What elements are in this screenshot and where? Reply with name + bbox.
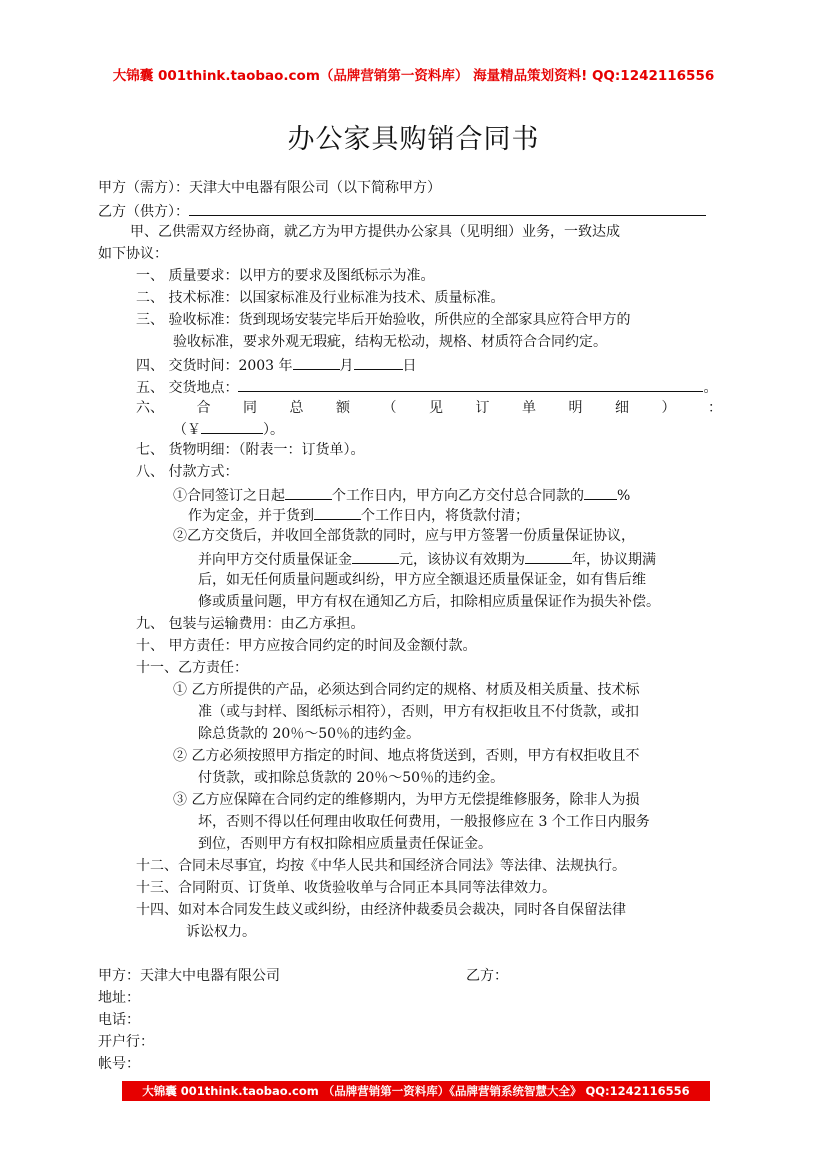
total-amount-blank[interactable] (201, 418, 263, 434)
footer-banner: 大锦囊 001think.taobao.com （品牌营销第一资料库）《品牌营销系统智慧大全》 QQ:1242116556 (122, 1081, 710, 1101)
clause-6-char: 额 (336, 400, 350, 416)
guarantee-years-blank[interactable] (525, 548, 572, 564)
clause-6-char: （ (382, 400, 397, 416)
clause-11-heading: 十一、乙方责任： (136, 660, 248, 676)
clause-12: 十二、合同未尽事宜，均按《中华人民共和国经济合同法》等法律、法规执行。 (136, 858, 626, 874)
month-label: 月 (339, 358, 354, 374)
deposit-percent-blank[interactable] (584, 484, 617, 500)
text: 个工作日内，甲方向乙方交付总合同款的 (332, 488, 584, 504)
deposit-days-blank[interactable] (285, 484, 332, 500)
text: 并向甲方交付质量保证金 (198, 552, 352, 568)
responsibility-1-line-1: ① 乙方所提供的产品，必须达到合同约定的规格、材质及相关质量、技术标 (173, 682, 640, 698)
intro-line-1: 甲、乙供需双方经协商，就乙方为甲方提供办公家具（见明细）业务，一致达成 (130, 224, 620, 240)
delivery-place-blank[interactable] (238, 376, 703, 392)
amount-label: （￥ (173, 422, 201, 438)
clause-6-char: ： (708, 400, 722, 416)
clause-6-line-2 (173, 418, 284, 440)
responsibility-2-line-1: ② 乙方必须按照甲方指定的时间、地点将货送到，否则，甲方有权拒收且不 (173, 748, 640, 764)
responsibility-3-line-3: 到位，否则甲方有权扣除相应质量责任保证金。 (198, 836, 492, 852)
clause-14-line-2: 诉讼权力。 (186, 924, 256, 940)
signature-address: 地址： (98, 990, 140, 1006)
clause-14-line-1: 十四、如对本合同发生歧义或纠纷，由经济仲裁委员会裁决，同时各自保留法律 (136, 902, 626, 918)
text: % (617, 488, 631, 504)
header-banner: 大锦囊 001think.taobao.com（品牌营销第一资料库） 海量精品策划资料! QQ:1242116556 (112, 68, 715, 84)
signature-account: 帐号： (98, 1056, 140, 1072)
clause-3-line-2: 验收标准，要求外观无瑕疵，结构无松动，规格、材质符合合同约定。 (173, 334, 607, 350)
delivery-time-label: 四、 交货时间：2003 年 (136, 358, 293, 374)
clause-6-char: 订 (475, 400, 490, 416)
responsibility-1-line-3: 除总货款的 20％～50％的违约金。 (198, 726, 421, 742)
payment-item-1-line-1 (173, 484, 630, 506)
signature-party-b: 乙方： (466, 968, 508, 984)
clause-6-char: 同 (243, 400, 257, 416)
clause-6-char: 见 (429, 400, 443, 416)
clause-13: 十三、合同附页、订货单、收货验收单与合同正本具同等法律效力。 (136, 880, 556, 896)
guarantee-amount-blank[interactable] (352, 548, 399, 564)
signature-party-a: 甲方：天津大中电器有限公司 (98, 968, 280, 984)
payment-item-2-line-2 (198, 548, 656, 570)
responsibility-1-line-2: 准（或与封样、图纸标示相符），否则，甲方有权拒收且不付货款，或扣 (198, 704, 639, 720)
payment-item-2-line-3: 后，如无任何质量问题或纠纷，甲方应全额退还质量保证金，如有售后维 (198, 572, 646, 588)
clause-10: 十、 甲方责任：甲方应按合同约定的时间及金额付款。 (136, 638, 477, 654)
payment-days-blank[interactable] (314, 504, 361, 520)
party-b-label: 乙方（供方）： (98, 204, 189, 220)
party-a-line: 甲方（需方）：天津大中电器有限公司（以下简称甲方） (98, 180, 441, 196)
clause-4 (136, 354, 417, 376)
responsibility-3-line-1: ③ 乙方应保障在合同约定的维修期内，为甲方无偿提维修服务，除非人为损 (173, 792, 640, 808)
clause-6-end: ）。 (263, 422, 284, 438)
text: 个工作日内，将货款付清； (361, 508, 529, 524)
delivery-place-label: 五、 交货地点： (136, 380, 239, 396)
clause-5 (136, 376, 717, 398)
responsibility-2-line-2: 付货款，或扣除总货款的 20％～50％的违约金。 (198, 770, 505, 786)
clause-8-heading: 八、 付款方式： (136, 464, 239, 480)
clause-3-line-1: 三、 验收标准：货到现场安装完毕后开始验收，所供应的全部家具应符合甲方的 (136, 312, 631, 328)
clause-6-char: 单 (522, 400, 536, 416)
payment-item-2-line-4: 修或质量问题，甲方有权在通知乙方后，扣除相应质量保证作为损失补偿。 (198, 594, 660, 610)
responsibility-3-line-2: 坏，否则不得以任何理由收取任何费用，一般报修应在 3 个工作日内服务 (198, 814, 650, 830)
clause-6-char: 合 (196, 400, 211, 416)
clause-9: 九、 包装与运输费用：由乙方承担。 (136, 616, 365, 632)
text: 作为定金，并于货到 (188, 508, 314, 524)
signature-phone: 电话： (98, 1012, 140, 1028)
text: ①合同签订之日起 (173, 488, 285, 504)
clause-2: 二、 技术标准：以国家标准及行业标准为技术、质量标准。 (136, 290, 505, 306)
clause-6-line-1 (136, 398, 722, 418)
text: 元，该协议有效期为 (399, 552, 525, 568)
party-b-blank[interactable] (189, 200, 706, 216)
day-label: 日 (402, 358, 417, 374)
clause-6-char: 细 (615, 400, 629, 416)
clause-1: 一、 质量要求：以甲方的要求及图纸标示为准。 (136, 268, 435, 284)
delivery-month-blank[interactable] (293, 354, 340, 370)
clause-6-char: 明 (568, 400, 583, 416)
text: 年，协议期满 (572, 552, 656, 568)
party-b-line (98, 200, 706, 222)
clause-6-char: ） (661, 400, 676, 416)
document-title: 办公家具购销合同书 (287, 124, 540, 155)
clause-6-char: 六、 (136, 400, 164, 416)
intro-line-2: 如下协议： (98, 246, 168, 262)
clause-5-end: 。 (703, 380, 718, 396)
payment-item-2-line-1: ②乙方交货后，并收回全部货款的同时，应与甲方签署一份质量保证协议， (173, 528, 635, 544)
clause-7: 七、 货物明细：（附表一：订货单）。 (136, 442, 365, 458)
payment-item-1-line-2 (188, 504, 529, 526)
delivery-day-blank[interactable] (354, 354, 403, 370)
signature-bank: 开户行： (98, 1034, 154, 1050)
clause-6-char: 总 (289, 400, 304, 416)
